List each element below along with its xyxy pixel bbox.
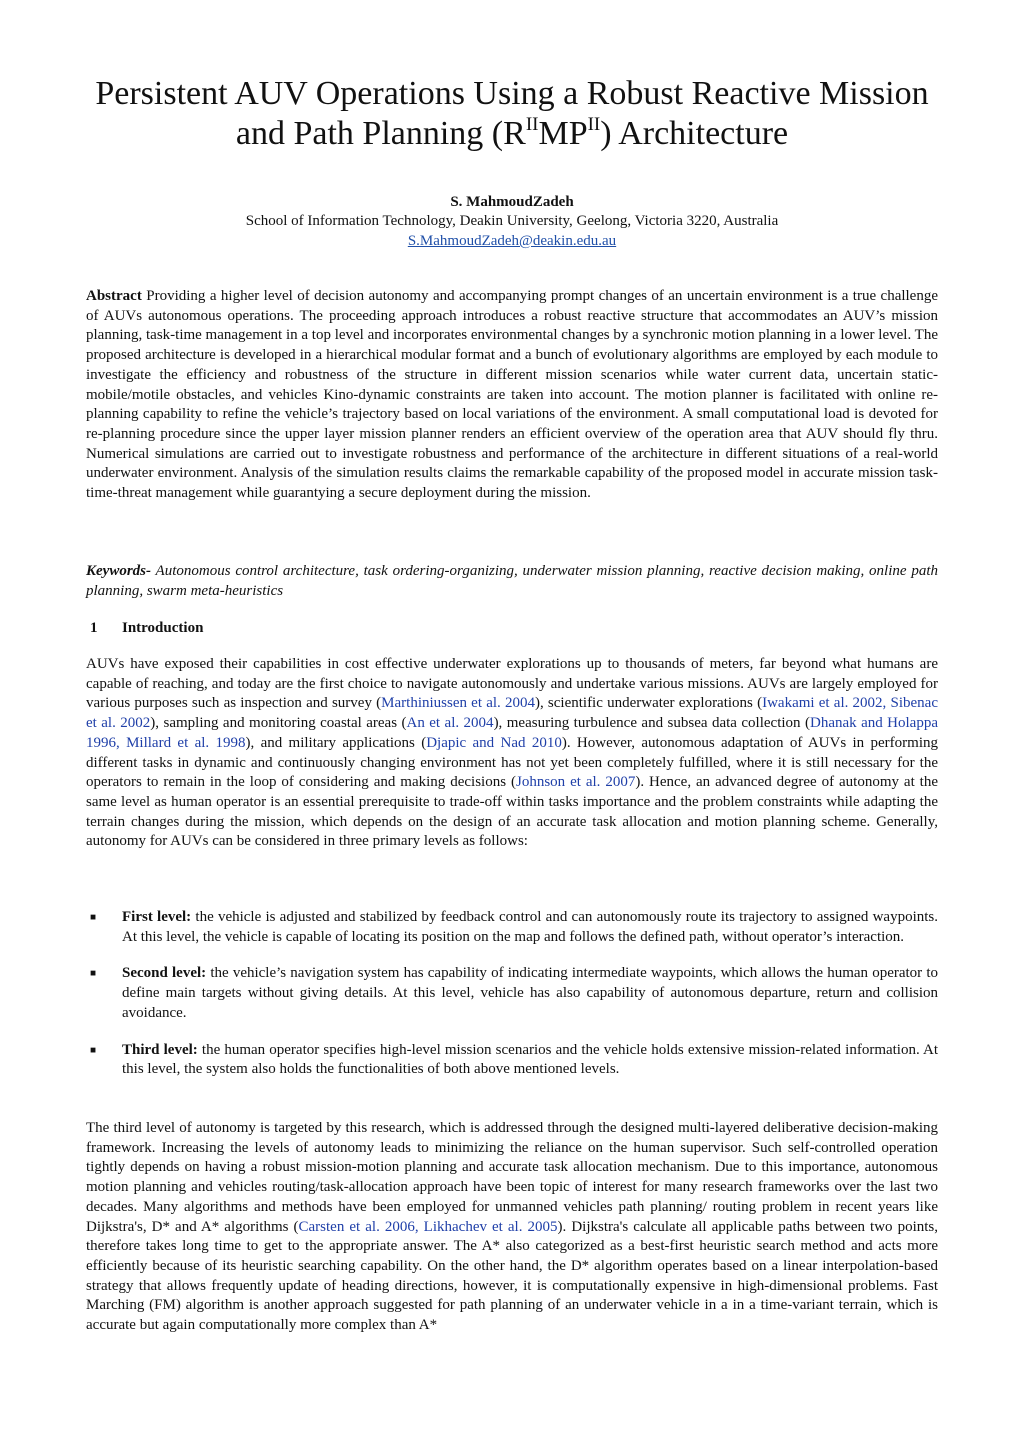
title-superscript-1: II <box>525 114 539 135</box>
paragraph-text: ). However, autonomous adaptation of AUVs in performing different tasks in dynamic and continuously changing environment has not yet been completely fulfilled, where it is still necessary for the operators to remain in the loop of considering and making decisions ( <box>86 734 938 791</box>
abstract-label: Abstract <box>86 288 142 304</box>
abstract-text: Providing a higher level of decision autonomy and accompanying prompt changes of an uncertain environment is a true challenge of AUVs autonomous operations. The proceeding approach introduces a robust reactive structure that accommodates an AUV’s mission planning, task-time management in a top level and incorporates environmental changes by a synchronic motion planning in a lower level. The proposed architecture is developed in a hierarchical modular format and a bunch of evolutionary algorithms are employed by each module to investigate the efficiency and robustness of the structure in different mission scenarios while water current data, uncertain static-mobile/motile obstacles, and vehicles Kino-dynamic constraints are taken into account. The motion planner is facilitated with online re-planning capability to refine the vehicle’s trajectory based on local variations of the environment. A small computational load is devoted for re-planning procedure since the upper layer mission planner renders an efficient overview of the operation area that AUV should fly thru. Numerical simulations are carried out to investigate robustness and performance of the architecture in different situations of a real-world underwater environment. Analysis of the simulation results claims the remarkable capability of the proposed model in accurate mission task-time-threat management while guarantying a secure deployment during the mission. <box>86 288 938 502</box>
citation-link[interactable]: Marthiniussen et al. 2004 <box>381 695 535 712</box>
square-bullet-icon: ■ <box>90 1044 97 1056</box>
author-name: S. MahmoudZadeh <box>450 194 574 210</box>
paragraph-text: ), sampling and monitoring coastal areas ( <box>150 715 407 732</box>
paragraph-text: ). Dijkstra's calculate all applicable paths between two points, therefore takes long time to get to the appropriate answer. The A* also categorized as a best-first heuristic search method and acts more efficiently because of its heuristic searching capability. On the other hand, the D* algorithm operates based on a linear interpolation-based strategy that allows frequently update of heading directions, however, it is computationally expensive in high-dimensional problems. Fast Marching (FM) algorithm is another approach suggested for path planning of an underwater vehicle in a in a time-variant terrain, which is accurate but again computationally more complex than A* <box>86 1218 938 1334</box>
citation-link[interactable]: Djapic and Nad 2010 <box>426 734 562 751</box>
list-item-label: Third level: <box>122 1041 198 1058</box>
abstract <box>86 287 938 504</box>
author-email-link[interactable]: S.MahmoudZadeh@deakin.edu.au <box>407 233 617 249</box>
keywords-label: Keywords- <box>86 563 151 579</box>
section-title: Introduction <box>122 620 204 636</box>
list-item <box>86 908 938 947</box>
list-item <box>86 1041 938 1080</box>
citation-link[interactable]: Johnson et al. 2007 <box>515 774 636 791</box>
paragraph-text: ), scientific underwater explorations ( <box>534 695 763 712</box>
intro-paragraph-2 <box>86 1119 938 1336</box>
author-email <box>60 231 964 251</box>
list-item-text: the human operator specifies high-level mission scenarios and the vehicle holds extensive mission-related information. At this level, the system also holds the functionalities of both above mentioned levels. <box>122 1041 939 1078</box>
citation-link[interactable]: Carsten et al. 2006, Likhachev et al. 2005 <box>298 1218 558 1235</box>
title-line-2-b: MP <box>538 115 588 152</box>
intro-paragraph-1 <box>86 655 938 852</box>
citation-link[interactable]: Iwakami et al. 2002, Sibenac et al. 2002 <box>86 695 938 732</box>
list-item-label: First level: <box>122 909 192 925</box>
keywords-text: Autonomous control architecture, task ordering-organizing, underwater mission planning, reactive decision making, online path planning, swarm meta-heuristics <box>86 563 938 599</box>
title-line-2-a: and Path Planning (R <box>235 115 526 152</box>
square-bullet-icon: ■ <box>90 912 97 923</box>
title-line-2-c: ) Architecture <box>600 115 789 152</box>
autonomy-levels-list <box>86 908 938 1097</box>
list-item-text: the vehicle’s navigation system has capability of indicating intermediate waypoints, which allows the human operator to define main targets without giving details. At this level, vehicle has also capability of autonomous departure, return and collision avoidance. <box>122 965 938 1021</box>
square-bullet-icon: ■ <box>90 968 97 980</box>
section-heading <box>90 618 203 638</box>
title-line-1: Persistent AUV Operations Using a Robust Reactive Mission <box>95 75 929 112</box>
list-item-label: Second level: <box>122 965 207 982</box>
list-item <box>86 964 938 1023</box>
paragraph-text: The third level of autonomy is targeted by this research, which is addressed through the designed multi-layered deliberative decision-making framework. Increasing the levels of autonomy leads to minimizing the reliance on the human supervisor. Such self-controlled operation tightly depends on having a robust mission-motion planning and accurate task allocation mechanism. Due to this importance, autonomous motion planning and vehicles routing/task-allocation approach have been topic of interest for many research frameworks over the last two decades. Many algorithms and methods have been employed for unmanned vehicles path planning/ routing problem in recent years like Dijkstra's, D* and A* algorithms ( <box>86 1120 938 1235</box>
citation-link[interactable]: Dhanak and Holappa 1996, Millard et al. 1998 <box>86 715 938 751</box>
keywords <box>86 562 938 601</box>
paper-title <box>60 74 964 154</box>
paragraph-text: ), measuring turbulence and subsea data collection ( <box>493 715 810 732</box>
citation-link[interactable]: An et al. 2004 <box>406 715 494 732</box>
paragraph-text: ). Hence, an advanced degree of autonomy at the same level as human operator is an essential prerequisite to trade-off within tasks importance and the problem constraints while adapting the terrain changes during the mission, which depends on the design of an accurate task allocation and motion planning scheme. Generally, autonomy for AUVs can be considered in three primary levels as follows: <box>86 774 939 850</box>
paragraph-text: AUVs have exposed their capabilities in cost effective underwater explorations up to thousands of meters, far beyond what humans are capable of reaching, and today are the first choice to navigate autonomously and undertake various missions. AUVs are largely employed for various purposes such as inspection and survey ( <box>86 656 938 712</box>
list-item-text: the vehicle is adjusted and stabilized by feedback control and can autonomously route its trajectory to assigned waypoints. At this level, the vehicle is capable of locating its position on the map and follows the defined path, without operator’s interaction. <box>122 909 939 945</box>
section-number: 1 <box>90 620 98 636</box>
title-superscript-2: II <box>587 114 601 135</box>
author-affiliation: School of Information Technology, Deakin University, Geelong, Victoria 3220, Australia <box>245 213 779 229</box>
paragraph-text: ), and military applications ( <box>245 734 427 751</box>
